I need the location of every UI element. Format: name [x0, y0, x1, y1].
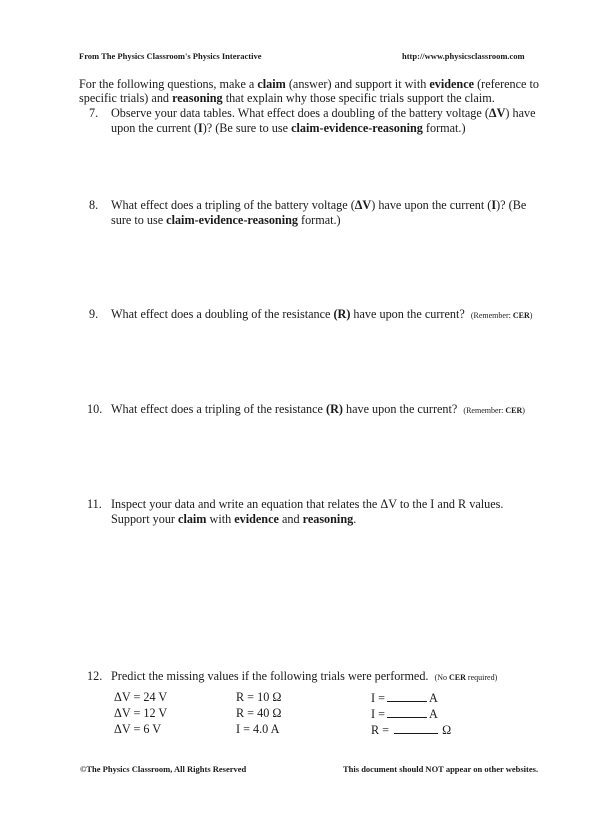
text: .: [353, 511, 357, 526]
question-text: [111, 497, 539, 526]
text: Inspect your data and write an equation that relates the ΔV to the I and R values. Support your: [111, 497, 504, 526]
given-voltage: ΔV = 12 V: [114, 706, 168, 720]
question-9: [89, 307, 549, 324]
question-text: [111, 307, 549, 324]
unknown-label: I =: [371, 707, 385, 721]
cer-term: claim-evidence-reasoning: [166, 212, 298, 227]
text: )? (Be sure to use: [202, 120, 292, 135]
text: ) have upon the current (: [371, 198, 492, 212]
answer-blank[interactable]: [387, 690, 427, 702]
question-number: 8.: [89, 198, 99, 212]
text: CER: [505, 406, 523, 415]
footer-notice: This document should NOT appear on other websites.: [343, 764, 539, 774]
intro-reasoning: reasoning: [172, 91, 223, 105]
answer-blank[interactable]: [387, 706, 427, 718]
given-second: I = 4.0 A: [236, 722, 280, 736]
unknown-row: [371, 706, 438, 722]
intro-text: (answer) and support it with: [285, 77, 430, 91]
question-number: 10.: [87, 402, 103, 416]
text: (Remember:: [470, 311, 513, 320]
resistance-symbol: (R): [326, 402, 343, 416]
question-text: [111, 402, 549, 419]
question-number: 9.: [89, 307, 99, 321]
header-url: http://www.physicsclassroom.com: [402, 51, 525, 61]
text: required): [465, 673, 498, 682]
text: have upon the current?: [350, 307, 465, 321]
question-number: 12.: [87, 669, 103, 683]
delta-v: ΔV: [488, 106, 506, 120]
text: What effect does a tripling of the battery voltage (: [111, 198, 355, 212]
unit: A: [428, 707, 438, 721]
intro-evidence: evidence: [429, 77, 475, 91]
text: (No: [434, 673, 450, 682]
question-text: [111, 106, 539, 135]
text: ): [529, 311, 533, 320]
answer-blank[interactable]: [394, 722, 438, 734]
text: have upon the current?: [342, 402, 458, 416]
footer-copyright: ©The Physics Classroom, All Rights Reserved: [80, 764, 247, 774]
given-voltage: ΔV = 24 V: [114, 690, 168, 704]
intro-text: that explain why those specific trials support the claim.: [222, 91, 495, 105]
question-7: [89, 106, 539, 135]
text: Observe your data tables. What effect does a doubling of the battery voltage (: [111, 106, 489, 120]
cer-reminder: [471, 311, 533, 320]
cer-term: claim-evidence-reasoning: [291, 120, 423, 135]
unknown-label: I =: [371, 691, 385, 705]
text: CER: [512, 311, 530, 320]
reasoning-term: reasoning: [302, 511, 354, 526]
text: with: [206, 511, 235, 526]
question-text: [111, 198, 539, 227]
text: What effect does a tripling of the resistance: [111, 402, 327, 416]
text: ): [522, 406, 525, 415]
unknown-label: R =: [371, 723, 390, 737]
question-10: [89, 402, 549, 419]
given-second: R = 10 Ω: [236, 690, 282, 704]
text: ) have upon the current (: [111, 106, 536, 135]
intro-text: For the following questions, make a: [79, 77, 258, 91]
unit: Ω: [442, 723, 452, 737]
claim-term: claim: [178, 511, 207, 526]
unknown-row: [371, 690, 438, 706]
question-number: 11.: [87, 497, 102, 511]
intro-text: (reference to specific trials) and: [79, 77, 539, 105]
instructions-paragraph: [79, 77, 539, 105]
unknown-row: [371, 722, 451, 738]
question-number: 7.: [89, 106, 99, 120]
delta-v: ΔV: [354, 198, 372, 212]
resistance-symbol: (R): [333, 307, 351, 321]
text: What effect does a doubling of the resistance: [111, 307, 334, 321]
given-second: R = 40 Ω: [236, 706, 282, 720]
text: and: [278, 511, 303, 526]
text: format.): [422, 120, 466, 135]
cer-note: [435, 673, 498, 682]
question-8: [89, 198, 539, 227]
text: )? (Be sure to use: [111, 198, 527, 227]
evidence-term: evidence: [234, 511, 279, 526]
text: CER: [449, 673, 466, 682]
cer-reminder: [463, 406, 525, 415]
question-12: [89, 669, 549, 686]
question-11: [89, 497, 539, 526]
current-symbol: I: [491, 198, 497, 212]
header-source: From The Physics Classroom's Physics Interactive: [79, 51, 262, 61]
text: Predict the missing values if the following trials were performed.: [111, 669, 429, 683]
current-symbol: I: [197, 120, 203, 135]
intro-claim: claim: [257, 77, 286, 91]
text: (Remember:: [463, 406, 506, 415]
text: format.): [297, 212, 341, 227]
given-voltage: ΔV = 6 V: [114, 722, 162, 736]
question-text: [111, 669, 549, 686]
unit: A: [428, 691, 438, 705]
